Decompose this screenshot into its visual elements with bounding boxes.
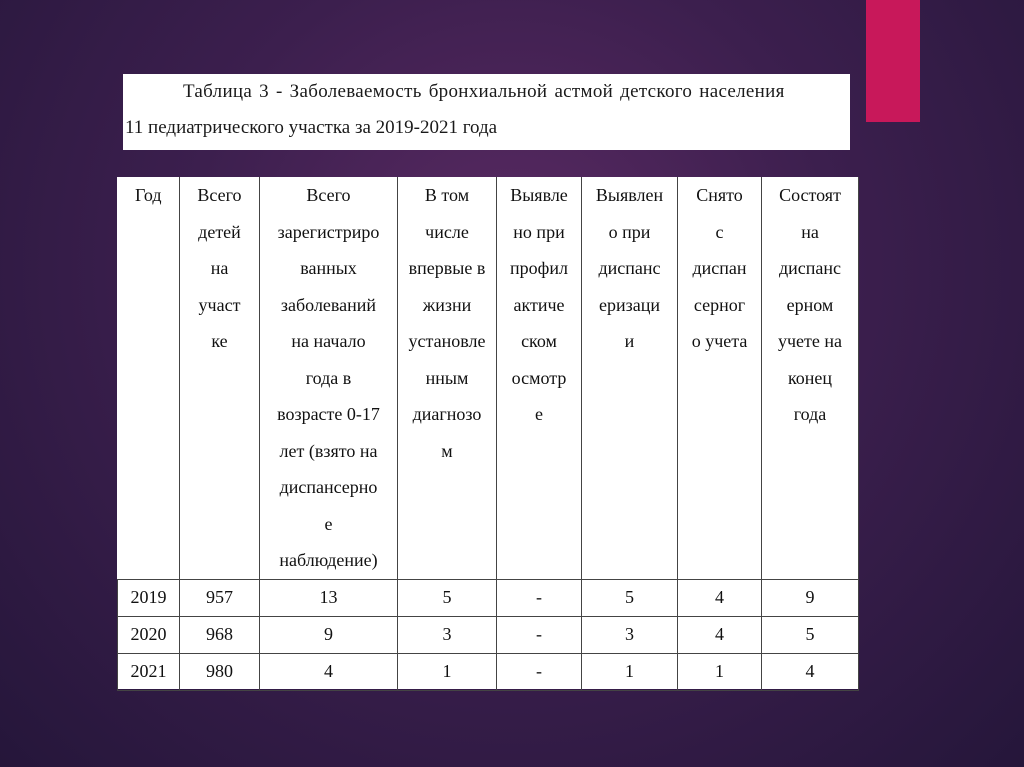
table-cell: 2021 <box>118 653 180 690</box>
table-cell: 2020 <box>118 616 180 653</box>
table-row <box>118 653 859 690</box>
table-caption <box>123 74 850 150</box>
header-text-line: е <box>324 513 333 534</box>
table-cell: 13 <box>260 579 398 616</box>
header-text-line: года в <box>305 367 352 388</box>
header-text-line: еризаци <box>599 294 660 315</box>
table-cell: 968 <box>180 616 260 653</box>
header-text-line: и <box>624 331 635 351</box>
header-text-line: конец <box>787 367 833 388</box>
header-text-line: заболеваний <box>280 294 377 315</box>
header-text-line: жизни <box>422 294 472 315</box>
table-cell: 4 <box>260 653 398 690</box>
table-cell: 3 <box>582 616 678 653</box>
header-text-line: но при <box>513 221 565 242</box>
header-text-line: профил <box>510 258 568 278</box>
table-cell: 5 <box>398 579 497 616</box>
header-text-line: ском <box>521 331 557 351</box>
header-total-children <box>180 177 260 579</box>
table-cell: 9 <box>762 579 859 616</box>
header-text-line: м <box>441 440 453 461</box>
header-text-line: Всего <box>306 185 351 205</box>
table-cell: 5 <box>762 616 859 653</box>
header-text-line: на <box>210 258 229 278</box>
header-text-line: зарегистриро <box>277 221 380 242</box>
accent-bar <box>866 0 920 122</box>
table-cell: 980 <box>180 653 260 690</box>
header-text-line: серног <box>693 294 746 315</box>
caption-line-1: Таблица 3 - Заболеваемость бронхиальной астмой детского населения <box>183 81 785 102</box>
table-cell: - <box>497 579 582 616</box>
table-cell: 957 <box>180 579 260 616</box>
header-text-line: года <box>793 404 827 424</box>
header-text-line: Год <box>135 185 162 205</box>
header-text-line: актиче <box>513 294 565 315</box>
header-text-line: детей <box>198 221 241 242</box>
header-text-line: ванных <box>300 258 357 278</box>
table-row <box>118 579 859 616</box>
header-year <box>118 177 180 579</box>
header-text-line: числе <box>425 221 469 242</box>
header-text-line: диспанс <box>778 258 842 278</box>
header-text-line: лет (взято на <box>279 440 378 461</box>
header-total-registered <box>260 177 398 579</box>
caption-line-2: 11 педиатрического участка за 2019-2021 года <box>125 117 498 138</box>
header-text-line: Всего <box>197 185 242 205</box>
table-cell: 1 <box>678 653 762 690</box>
header-text-line: на <box>801 221 819 242</box>
header-text-line: Выявлен <box>595 185 664 205</box>
asthma-table-container <box>117 177 858 689</box>
header-text-line: наблюдение) <box>279 550 378 570</box>
header-text-line: с <box>715 221 724 242</box>
header-text-line: участ <box>198 294 241 315</box>
header-text-line: Выявле <box>510 185 568 205</box>
header-text-line: диспанс <box>598 258 661 278</box>
header-text-line: учете на <box>777 331 843 351</box>
table-cell: 5 <box>582 579 678 616</box>
table-cell: 1 <box>398 653 497 690</box>
table-cell: - <box>497 616 582 653</box>
header-text-line: на начало <box>291 331 366 351</box>
header-text-line: о учета <box>691 331 748 351</box>
header-first-diagnosed <box>398 177 497 579</box>
header-text-line: возрасте 0-17 <box>277 404 380 424</box>
header-on-register-end <box>762 177 859 579</box>
header-text-line: нным <box>425 367 469 388</box>
table-cell: 2019 <box>118 579 180 616</box>
header-text-line: впервые в <box>408 258 486 278</box>
header-removed <box>678 177 762 579</box>
header-text-line: диспан <box>692 258 747 278</box>
header-text-line: диагнозо <box>412 404 482 424</box>
table-row <box>118 616 859 653</box>
header-text-line: ке <box>211 331 228 351</box>
table-cell: 4 <box>762 653 859 690</box>
table-cell: 9 <box>260 616 398 653</box>
asthma-incidence-table <box>117 177 859 691</box>
header-text-line: ерном <box>786 294 834 315</box>
table-cell: - <box>497 653 582 690</box>
header-text-line: диспансерно <box>279 477 378 497</box>
table-cell: 1 <box>582 653 678 690</box>
header-found-at-checkup <box>497 177 582 579</box>
header-text-line: Состоят <box>779 185 841 205</box>
header-text-line: осмотр <box>511 367 567 388</box>
header-found-at-dispensary <box>582 177 678 579</box>
header-text-line: установле <box>408 331 486 351</box>
header-text-line: Снято <box>696 185 743 205</box>
header-text-line: В том <box>424 185 470 205</box>
header-text-line: е <box>535 404 543 424</box>
table-cell: 3 <box>398 616 497 653</box>
table-cell: 4 <box>678 616 762 653</box>
header-text-line: о при <box>608 221 651 242</box>
table-cell: 4 <box>678 579 762 616</box>
